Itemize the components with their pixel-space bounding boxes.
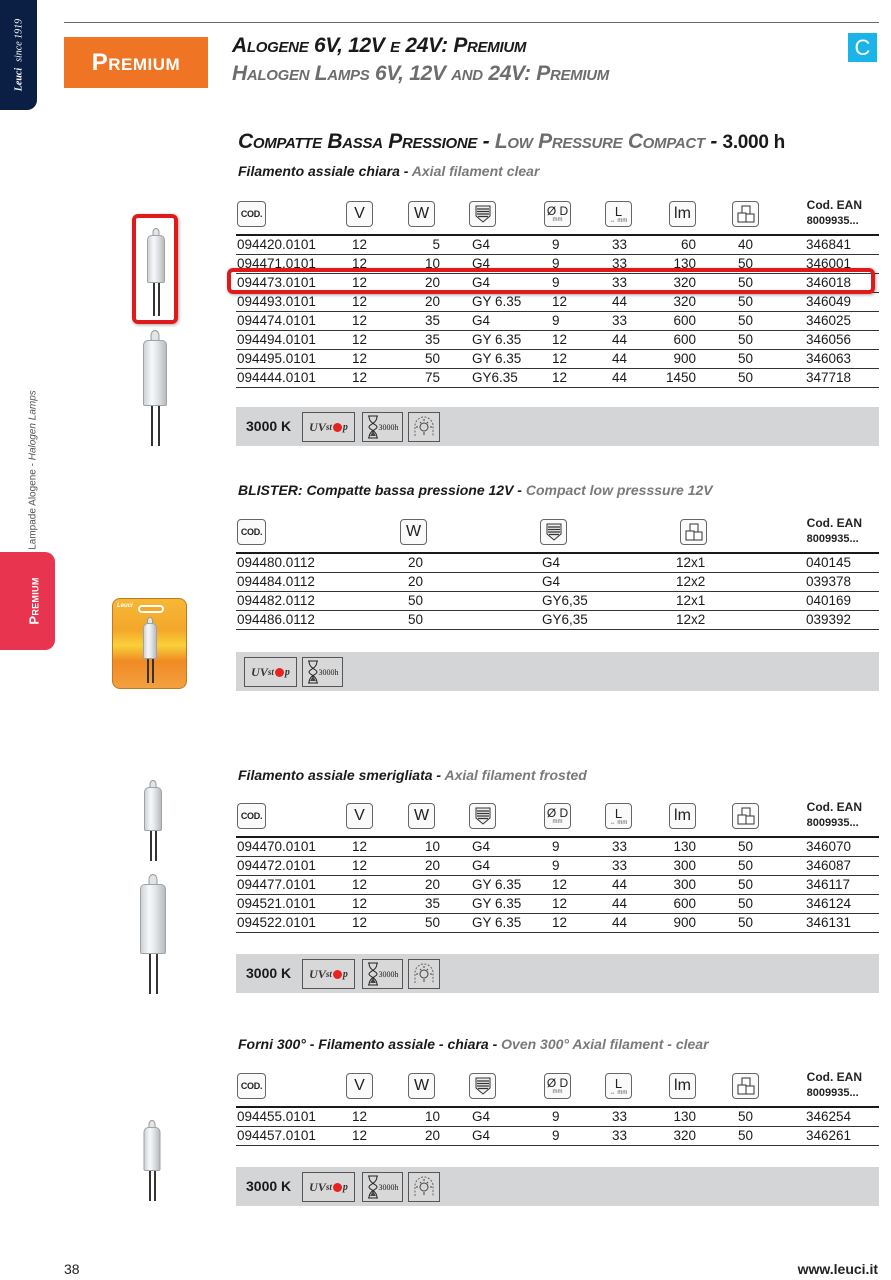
cell-ean: 346841 [806,237,852,252]
table-row[interactable] [236,611,879,630]
cell-w: 50 [424,351,440,366]
package-boxes-icon [732,1073,759,1099]
cell-pack: 12x1 [676,555,706,570]
column-header-lumen: lm [669,803,696,829]
cell-pack: 50 [738,294,754,309]
table-row[interactable] [236,1127,879,1146]
cell-l: 44 [612,915,628,930]
table-3-subtitle: Filamento assiale smerigliata - Axial filament frosted [238,767,587,783]
cell-cod: 094521.0101 [237,896,316,911]
column-header-ean: Cod. EAN 8009935... [806,516,862,545]
lamp-image-oven [138,1118,166,1208]
cell-cod: 094477.0101 [237,877,316,892]
cell-cod: 094522.0101 [237,915,316,930]
column-header-length: L ↔ mm [605,201,632,227]
cell-w: 20 [424,858,440,873]
cell-d: 9 [552,1109,560,1124]
cell-ean: 346001 [806,256,852,271]
column-header-lumen: lm [669,1073,696,1099]
brand-tab [0,0,37,110]
lamp-image-frosted-large [136,872,170,998]
cell-lm: 900 [673,915,696,930]
lamp-image-large [138,328,172,450]
package-boxes-icon [680,519,707,545]
cell-ean: 346124 [806,896,852,911]
column-header-voltage: V [346,1073,373,1099]
category-badge: C [848,33,877,62]
column-header-lumen: lm [669,201,696,227]
cell-base: G4 [542,555,561,570]
cell-v: 12 [352,351,368,366]
column-header-wattage: W [408,1073,435,1099]
column-header-ean: Cod. EAN 8009935... [806,800,862,829]
cell-cod: 094480.0112 [237,555,315,570]
feature-bar [236,1167,879,1206]
cell-ean: 039392 [806,612,852,627]
cell-d: 12 [552,370,568,385]
cell-cod: 094494.0101 [237,332,316,347]
product-table-oven [236,1068,879,1146]
cell-pack: 50 [738,313,754,328]
column-header-wattage: W [400,519,427,545]
dimmable-icon [408,412,440,442]
cell-pack: 50 [738,896,754,911]
cell-cod: 094482.0112 [237,593,315,608]
cell-cod: 094486.0112 [237,612,315,627]
cell-pack: 12x1 [676,593,706,608]
uv-stop-icon: UV st p [302,412,355,442]
column-header-length: L ↔ mm [605,803,632,829]
cell-ean: 346131 [806,915,852,930]
uv-stop-icon: UV st p [302,959,355,989]
table-row[interactable] [236,255,879,274]
cell-l: 33 [612,256,628,271]
blister-pack-image: Leuci [112,598,187,689]
cell-d: 9 [552,839,560,854]
section-title: Compatte Bassa Pressione - Low Pressure Compact - 3.000 h [238,130,785,153]
table-2-subtitle: BLISTER: Compatte bassa pressione 12V - Compact low presssure 12V [238,482,713,498]
cell-l: 33 [612,275,628,290]
page-number: 38 [64,1261,80,1277]
cell-cod: 094471.0101 [237,256,316,271]
table-row[interactable] [236,293,879,312]
cell-d: 12 [552,351,568,366]
cell-base: G4 [472,237,491,252]
lamp-image-frosted-small [138,778,168,868]
cell-pack: 50 [738,370,754,385]
table-row[interactable] [236,554,879,573]
header-divider [64,22,879,23]
cell-d: 12 [552,294,568,309]
table-row[interactable] [236,312,879,331]
lamp-base-icon [540,519,567,545]
cell-cod: 094474.0101 [237,313,316,328]
cell-ean: 346261 [806,1128,852,1143]
package-boxes-icon [732,201,759,227]
cell-w: 35 [424,332,440,347]
cell-lm: 130 [673,1109,696,1124]
hourglass-lifetime-icon: 3000h [362,412,403,442]
cell-l: 33 [612,839,628,854]
column-header-wattage: W [408,803,435,829]
cell-base: G4 [472,839,491,854]
cell-cod: 094484.0112 [237,574,315,589]
cell-v: 12 [352,256,368,271]
cell-ean: 346117 [806,877,851,892]
brand-logo: Leucisince 1919 [13,18,24,92]
dimmable-icon [408,959,440,989]
cell-pack: 50 [738,275,754,290]
table-row[interactable] [236,331,879,350]
table-row[interactable] [236,274,879,293]
column-header-wattage: W [408,201,435,227]
column-header-voltage: V [346,803,373,829]
color-temperature: 3000 K [246,418,292,434]
color-temperature: 3000 K [246,1178,292,1194]
cell-ean: 346049 [806,294,852,309]
cell-ean: 346063 [806,351,852,366]
cell-d: 9 [552,313,560,328]
cell-cod: 094470.0101 [237,839,316,854]
cell-l: 33 [612,1128,628,1143]
cell-l: 33 [612,858,628,873]
cell-base: GY 6.35 [472,294,522,309]
cell-base: GY6,35 [542,612,588,627]
cell-l: 44 [612,896,628,911]
premium-badge: Premium [64,37,208,88]
cell-pack: 50 [738,839,754,854]
cell-pack: 40 [738,237,754,252]
cell-cod: 094420.0101 [237,237,316,252]
table-row[interactable] [236,857,879,876]
cell-base: G4 [472,275,491,290]
cell-base: GY 6.35 [472,915,522,930]
side-tab-premium[interactable]: Premium [0,552,55,650]
cell-cod: 094472.0101 [237,858,316,873]
product-table-axial-frosted [236,798,879,933]
page-title-italian: Alogene 6V, 12V e 24V: Premium [232,34,527,57]
cell-w: 10 [424,256,440,271]
table-header [236,196,879,236]
cell-pack: 12x2 [676,574,706,589]
cell-cod: 094444.0101 [237,370,316,385]
cell-w: 50 [408,612,424,627]
hourglass-lifetime-icon: 3000h [362,1172,403,1202]
image-highlight-box [132,214,178,324]
lamp-base-icon [469,201,496,227]
table-row[interactable] [236,592,879,611]
cell-l: 33 [612,1109,628,1124]
column-header-code: COD. [237,1073,266,1099]
column-header-ean: Cod. EAN 8009935... [806,198,862,227]
cell-lm: 600 [673,313,696,328]
column-header-diameter: Ø D mm [544,803,571,829]
cell-v: 12 [352,896,368,911]
cell-pack: 50 [738,877,754,892]
column-header-code: COD. [237,201,266,227]
cell-v: 12 [352,294,368,309]
cell-d: 9 [552,1128,560,1143]
cell-base: GY 6.35 [472,332,522,347]
cell-v: 12 [352,1128,368,1143]
cell-v: 12 [352,858,368,873]
column-header-code: COD. [237,519,266,545]
cell-w: 20 [408,574,424,589]
cell-pack: 50 [738,915,754,930]
cell-w: 10 [424,1109,440,1124]
hourglass-lifetime-icon: 3000h [302,657,343,687]
cell-w: 50 [424,915,440,930]
cell-ean: 347718 [806,370,852,385]
website-link[interactable]: www.leuci.it [797,1261,878,1277]
cell-v: 12 [352,332,368,347]
cell-l: 44 [612,877,628,892]
cell-pack: 50 [738,858,754,873]
cell-base: G4 [472,313,491,328]
column-header-diameter: Ø D mm [544,201,571,227]
cell-d: 12 [552,877,568,892]
cell-l: 44 [612,294,628,309]
cell-pack: 12x2 [676,612,706,627]
column-header-code: COD. [237,803,266,829]
cell-v: 12 [352,275,368,290]
cell-w: 35 [424,313,440,328]
cell-ean: 346070 [806,839,852,854]
package-boxes-icon [732,803,759,829]
cell-w: 10 [424,839,440,854]
cell-pack: 50 [738,1109,754,1124]
uv-stop-icon: UV st p [244,657,297,687]
cell-base: GY 6.35 [472,877,522,892]
column-header-ean: Cod. EAN 8009935... [806,1070,862,1099]
table-row[interactable] [236,236,879,255]
cell-w: 20 [424,1128,440,1143]
cell-lm: 900 [673,351,696,366]
feature-bar [236,954,879,993]
product-table-axial-clear [236,196,879,388]
cell-v: 12 [352,839,368,854]
side-category-label: Lampade Alogene - Halogen Lamps [27,390,39,550]
cell-base: G4 [472,256,491,271]
cell-l: 44 [612,370,628,385]
cell-w: 5 [432,237,440,252]
cell-base: G4 [472,1128,491,1143]
table-row[interactable] [236,876,879,895]
cell-pack: 50 [738,1128,754,1143]
cell-base: G4 [472,858,491,873]
cell-l: 44 [612,351,628,366]
cell-d: 12 [552,332,568,347]
cell-lm: 320 [673,294,696,309]
cell-pack: 50 [738,332,754,347]
cell-ean: 346056 [806,332,852,347]
lifetime-hours: 3.000 h [722,132,785,153]
cell-d: 12 [552,915,568,930]
cell-w: 20 [424,877,440,892]
table-row[interactable] [236,838,879,857]
page-title-english: Halogen Lamps 6V, 12V and 24V: Premium [232,62,609,85]
cell-ean: 346254 [806,1109,852,1124]
product-table-blister [236,514,879,630]
cell-base: G4 [472,1109,491,1124]
table-header [236,514,879,554]
lamp-base-icon [469,803,496,829]
lamp-base-icon [469,1073,496,1099]
cell-lm: 60 [680,237,696,252]
cell-lm: 130 [673,256,696,271]
table-header [236,798,879,838]
table-row[interactable] [236,573,879,592]
cell-v: 12 [352,877,368,892]
cell-w: 50 [408,593,424,608]
cell-lm: 320 [673,1128,696,1143]
cell-d: 9 [552,858,560,873]
cell-d: 9 [552,237,560,252]
table-1-subtitle: Filamento assiale chiara - Axial filament clear [238,163,540,179]
cell-d: 12 [552,896,568,911]
cell-lm: 300 [673,858,696,873]
cell-d: 9 [552,256,560,271]
table-header [236,1068,879,1108]
table-row[interactable] [236,895,879,914]
cell-d: 9 [552,275,560,290]
cell-w: 75 [424,370,440,385]
cell-base: GY 6.35 [472,896,522,911]
feature-bar [236,407,879,446]
cell-l: 33 [612,237,628,252]
cell-lm: 1450 [665,370,696,385]
cell-l: 44 [612,332,628,347]
column-header-length: L ↔ mm [605,1073,632,1099]
cell-v: 12 [352,237,368,252]
cell-cod: 094455.0101 [237,1109,316,1124]
cell-cod: 094457.0101 [237,1128,316,1143]
table-row[interactable] [236,350,879,369]
cell-v: 12 [352,915,368,930]
column-header-voltage: V [346,201,373,227]
cell-v: 12 [352,370,368,385]
cell-lm: 600 [673,896,696,911]
table-row[interactable] [236,1108,879,1127]
table-4-subtitle: Forni 300° - Filamento assiale - chiara - Oven 300° Axial filament - clear [238,1036,709,1052]
hourglass-lifetime-icon: 3000h [362,959,403,989]
cell-w: 35 [424,896,440,911]
cell-v: 12 [352,313,368,328]
cell-lm: 300 [673,877,696,892]
cell-ean: 346025 [806,313,852,328]
cell-lm: 320 [673,275,696,290]
cell-v: 12 [352,1109,368,1124]
cell-base: G4 [542,574,561,589]
cell-ean: 040145 [806,555,852,570]
cell-lm: 130 [673,839,696,854]
cell-w: 20 [424,294,440,309]
cell-ean: 039378 [806,574,852,589]
cell-l: 33 [612,313,628,328]
cell-ean: 346018 [806,275,852,290]
cell-ean: 346087 [806,858,852,873]
cell-w: 20 [408,555,424,570]
feature-bar [236,652,879,691]
table-row[interactable] [236,914,879,933]
cell-cod: 094495.0101 [237,351,316,366]
table-row[interactable] [236,369,879,388]
cell-lm: 600 [673,332,696,347]
cell-cod: 094493.0101 [237,294,316,309]
cell-w: 20 [424,275,440,290]
cell-base: GY6.35 [472,370,518,385]
cell-base: GY6,35 [542,593,588,608]
column-header-diameter: Ø D mm [544,1073,571,1099]
color-temperature: 3000 K [246,965,292,981]
cell-pack: 50 [738,351,754,366]
dimmable-icon [408,1172,440,1202]
cell-ean: 040169 [806,593,852,608]
cell-cod: 094473.0101 [237,275,316,290]
cell-pack: 50 [738,256,754,271]
uv-stop-icon: UV st p [302,1172,355,1202]
cell-base: GY 6.35 [472,351,522,366]
